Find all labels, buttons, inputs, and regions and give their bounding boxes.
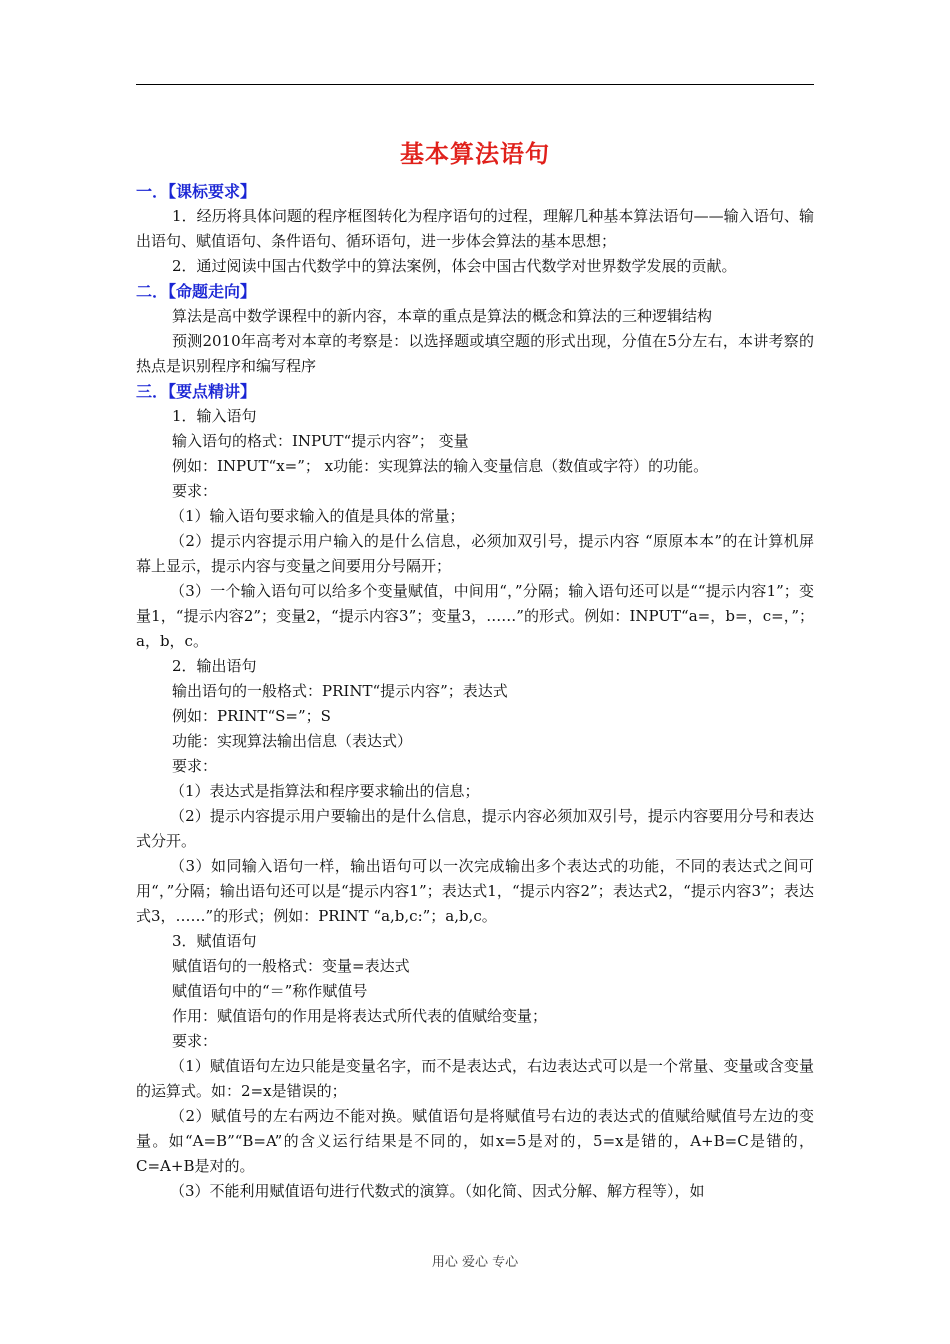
page-title: 基本算法语句 <box>400 139 550 168</box>
subsection-title: 3．赋值语句 <box>172 932 257 950</box>
paragraph: 要求： <box>172 482 218 500</box>
header-rule <box>136 84 814 85</box>
requirement-item: （1）输入语句要求输入的值是具体的常量； <box>170 507 465 525</box>
requirement-item: （3）一个输入语句可以给多个变量赋值，中间用“，”分隔；输入语句还可以是““提示内容1”；变量1，“提示内容2”；变量2，“提示内容3”；变量3，……”的形式。例如：INPUT“a=，b=，c=，”；a，b，c。 <box>136 582 814 650</box>
paragraph: 1．经历将具体问题的程序框图转化为程序语句的过程，理解几种基本算法语句——输入语句、输出语句、赋值语句、条件语句、循环语句，进一步体会算法的基本思想； <box>136 207 814 250</box>
paragraph: 赋值语句的一般格式：变量=表达式 <box>172 957 410 975</box>
subsection-title: 1．输入语句 <box>172 407 257 425</box>
paragraph: 要求： <box>172 757 218 775</box>
paragraph: 算法是高中数学课程中的新内容，本章的重点是算法的概念和算法的三种逻辑结构 <box>172 307 713 325</box>
section-heading-2: 二．【命题走向】 <box>136 282 257 301</box>
requirement-item: （3）如同输入语句一样，输出语句可以一次完成输出多个表达式的功能，不同的表达式之间可用“，”分隔；输出语句还可以是“提示内容1”；表达式1，“提示内容2”；表达式2，“提示内容3”；表达式3，……”的形式；例如：PRINT “a,b,c:”；a,b,c。 <box>136 857 814 925</box>
paragraph: 2．通过阅读中国古代数学中的算法案例，体会中国古代数学对世界数学发展的贡献。 <box>172 257 737 275</box>
paragraph: 预测2010年高考对本章的考察是：以选择题或填空题的形式出现，分值在5分左右，本讲考察的热点是识别程序和编写程序 <box>136 332 814 375</box>
section-heading-3: 三．【要点精讲】 <box>136 382 257 401</box>
requirement-item: （2）赋值号的左右两边不能对换。赋值语句是将赋值号右边的表达式的值赋给赋值号左边的变量。如“A=B”“B=A”的含义运行结果是不同的，如x=5是对的，5=x是错的，A+B=C是错的，C=A+B是对的。 <box>136 1107 814 1175</box>
paragraph: 例如：PRINT“S=”；S <box>172 707 331 725</box>
requirement-item: （2）提示内容提示用户输入的是什么信息，必须加双引号，提示内容 “原原本本”的在计算机屏幕上显示，提示内容与变量之间要用分号隔开； <box>136 532 814 575</box>
requirement-item: （2）提示内容提示用户要输出的是什么信息，提示内容必须加双引号，提示内容要用分号和表达式分开。 <box>136 807 814 850</box>
paragraph: 功能：实现算法输出信息（表达式） <box>172 732 413 750</box>
requirement-item: （3）不能利用赋值语句进行代数式的演算。（如化简、因式分解、解方程等），如 <box>170 1182 705 1200</box>
subsection-title: 2．输出语句 <box>172 657 257 675</box>
requirement-item: （1）赋值语句左边只能是变量名字，而不是表达式，右边表达式可以是一个常量、变量或含变量的运算式。如：2=x是错误的； <box>136 1057 814 1100</box>
paragraph: 赋值语句中的“＝”称作赋值号 <box>172 982 368 1000</box>
paragraph: 例如：INPUT“x=”； x功能：实现算法的输入变量信息（数值或字符）的功能。 <box>172 457 709 475</box>
paragraph: 要求： <box>172 1032 218 1050</box>
paragraph: 输出语句的一般格式：PRINT“提示内容”；表达式 <box>172 682 508 700</box>
section-heading-1: 一．【课标要求】 <box>136 182 257 201</box>
document-body <box>136 128 814 1204</box>
page-footer: 用心 爱心 专心 <box>431 1255 519 1270</box>
paragraph: 作用：赋值语句的作用是将表达式所代表的值赋给变量； <box>172 1007 548 1025</box>
paragraph: 输入语句的格式：INPUT“提示内容”； 变量 <box>172 432 469 450</box>
requirement-item: （1）表达式是指算法和程序要求输出的信息； <box>170 782 480 800</box>
